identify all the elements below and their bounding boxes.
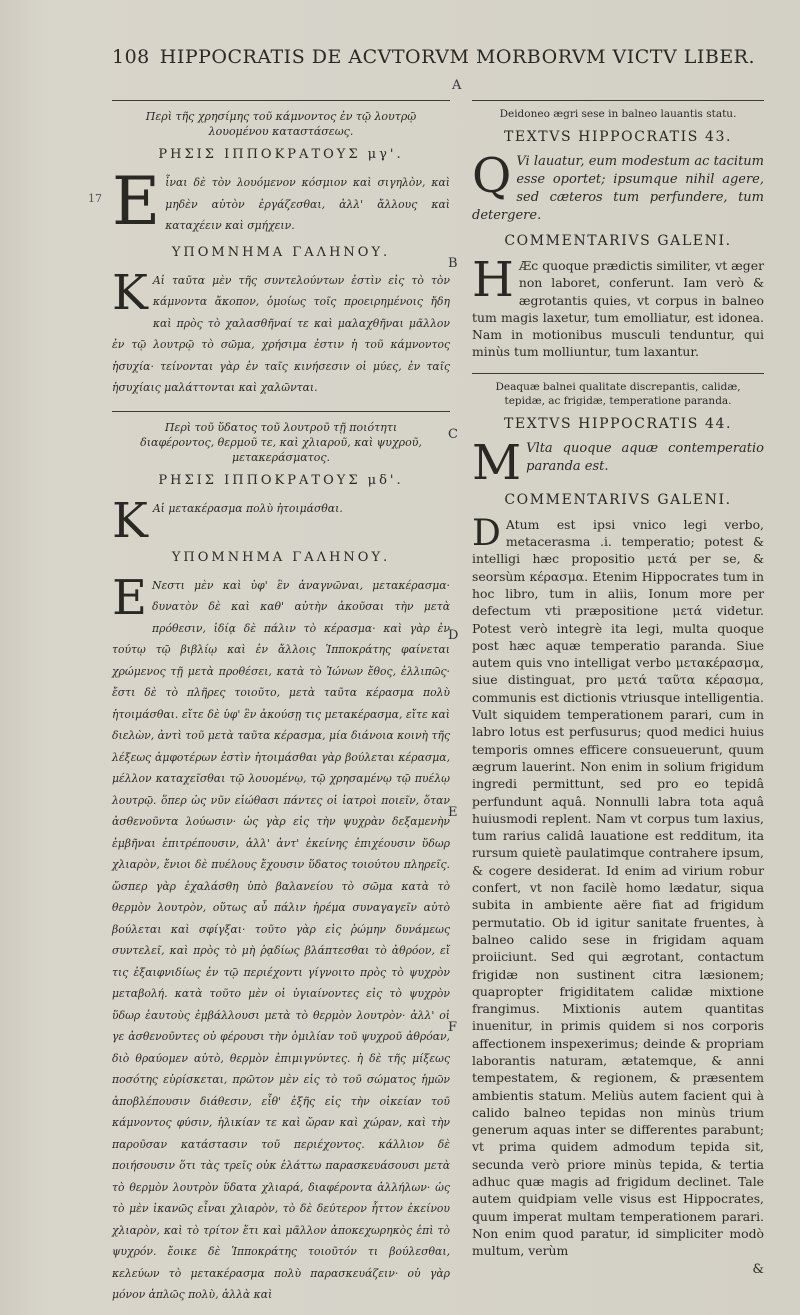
text-body: Νεστι μὲν καὶ ὑφ' ἓν ἀναγνῶναι, μετακέρασμα· δυνατὸν δὲ καὶ καθ' αὐτὴν ἀκοῦσαι τὴν μετὰ πρόθεσιν, ἰδίᾳ δὲ πάλιν τὸ κέρασμα· καὶ γὰρ ἐν τούτῳ τῷ βιβλίῳ καὶ ἐν ἄλλοις Ἱπποκράτης φαίνεται χρώμενος τῇ μετὰ προθέσει, κατὰ τὸ Ἰώνων ἔθος, ἐλλιπῶς· ἔστι δὲ τὸ πλῆρες τοιοῦτο, μετὰ ταῦτα κέρασμα πολὺ ἡτοιμάσθαι. εἴτε δὲ ὑφ' ἓν ἀκούσῃ τις μετακέρασμα, εἴτε καὶ διελὼν, ἀντὶ τοῦ μετὰ ταῦτα κέρασμα, μία διάνοια κοινὴ τῆς λέξεως ἀμφοτέρων ἐστὶν ἡτοιμάσθαι γὰρ βούλεται κέρασμα, μέλλον καταχεῖσθαι τῷ λουομένῳ, τῷ χρησαμένῳ τῷ πυέλῳ λουτρῷ. ὅπερ ὡς νῦν εἰώθασι πάντες οἱ ἰατροὶ ποιεῖν, ὅταν ἀσθενοῦντα λούωσιν· ὡς γὰρ εἰς τὴν ψυχρὰν δεξαμενὴν ἐμβῆναι ἐπιτρέπουσιν, ἀλλ' ἀντ' ἐκείνης ἐπιχέουσιν ὕδωρ χλιαρὸν, ἔνιοι δὲ πυέλους ἔχουσιν ὕδατος τοιούτου πληρεῖς. ὥσπερ γὰρ ἐχαλάσθη ὑπὸ βαλανείου τὸ σῶμα κατὰ τὸ θερμὸν λουτρὸν, οὕτως αὖ πάλιν ἠρέμα συναγαγεῖν αὐτὸ βούλεται καὶ σφίγξαι· τοῦτο γὰρ εἰς ῥώμην δυνάμεως συντελεῖ, καὶ πρὸς τὸ μὴ ῥᾳδίως βλάπτεσθαι τὸ ἀθρόον, εἴ τις ἐξαιφνιδίως ἐν τῷ περιέχοντι γίγνοιτο πρὸς τὸ ψυχρὸν μεταβολή. κατὰ τοῦτο μὲν οἱ ὑγιαίνοντες εἰς τὸ ψυχρὸν ὕδωρ ἑαυτοὺς ἐμβάλλουσι μετὰ τὸ θερμὸν λουτρὸν· ἀλλ' οἱ γε ἀσθενοῦντες οὐ φέρουσι τὴν ὁμιλίαν τοῦ ψυχροῦ ἀθρόαν, διὸ θραύομεν αὐτὸ, θερμὸν ἐπιμιγνύντες. ἡ δὲ τῆς μίξεως ποσότης εὑρίσκεται, πρῶτον μὲν εἰς τὸ τοῦ σώματος ἡμῶν ἀποβλέπουσιν διάθεσιν, εἶθ' ἑξῆς εἰς τὴν οἰκείαν τοῦ κάμνοντος φύσιν, ἡλικίαν τε καὶ ὥραν καὶ χώραν, καὶ τὴν παροῦσαν κατάστασιν τοῦ περιέχοντος. κάλλιον δὲ ποιήσουσιν ὅτι τὰς τρεῖς οὐκ ἐλάττω παρασκευάσουσι μετὰ τὸ θερμὸν λουτρὸν ὕδατα χλιαρά, διαφέροντα ἀλλήλων· ὡς τὸ μὲν ἱκανῶς εἶναι χλιαρὸν, τὸ δὲ δεύτερον ἧττον ἐκείνου χλιαρὸν, καὶ τὸ τρίτον ἔτι καὶ μᾶλλον ἀποκεχωρηκὸς ἐπὶ τὸ ψυχρόν. ἔοικε δὲ Ἱπποκράτης τοιοῦτόν τι βούλεσθαι, κελεύων τὸ μετακέρασμα πολὺ παρασκευάζειν· οὐ γὰρ μόνον ἁπλῶς πολὺ, ἀλλὰ καὶ <box>112 578 450 1301</box>
dropcap: Q <box>472 148 512 204</box>
margin-marker-d: D <box>448 628 459 643</box>
catchword: & <box>752 1261 764 1277</box>
dropcap: M <box>472 434 522 491</box>
hippocrates-text-43-latin <box>472 148 764 225</box>
rule <box>472 373 764 374</box>
summary-44-greek: Περὶ τοῦ ὕδατος τοῦ λουτροῦ τῇ ποιότητι διαφέροντος, θερμοῦ τε, καὶ χλιαροῦ, καὶ ψυχροῦ, μετακεράσματος. <box>140 420 422 464</box>
margin-note: 17 <box>88 192 102 205</box>
page-number: 108 <box>112 46 150 68</box>
dropcap: K <box>112 264 148 321</box>
margin-marker-c: C <box>448 427 458 442</box>
commentarius-heading-44: COMMENTARIVS GALENI. <box>504 491 732 508</box>
rhesis-heading-44: ΡΗΣΙΣ ΙΠΠΟΚΡΑΤΟΥΣ μδ'. <box>158 472 404 488</box>
hippocrates-text-44-greek <box>112 492 450 549</box>
rule <box>112 411 450 412</box>
hypomnema-heading-43: ΥΠΟΜΝΗΜΑ ΓΑΛΗΝΟΥ. <box>171 244 391 260</box>
text-body: Atum est ipsi vnico legi verbo, metacerasma .i. temperatio; potest & intelligi hæc propositio μετά per se, & seorsùm κέρασμα. Etenim Hippocrates tum in hoc libro, tum in aliis, Ionum more per defectum vti præpositione μετά videtur. Potest verò integrè ita legi, multa quoque post hæc aquæ temperatio paranda. Siue autem quis vno intelligat verbo μετακέρασμα, siue distinguat, pro μετά ταῦτα κέρασμα, communis est dictionis vtriusque intelligentia. Vult siquidem temperationem parari, cum in labro lotus est perfusurus; quod medici huius temporis omnes efficere consueuerunt, quum ægrum lauerint. Non enim in solium frigidum ingredi permittunt, sed pro eo tepidâ perfundunt aquâ. Nonnulli labra tota aquâ huiusmodi replent. Nam vt corpus tum laxius, tum rarius calidâ lauatione est redditum, ita rursum quietè paulatimque contrahere ipsum, & cogere desiderat. Id enim ad virium robur confert, vt non facilè homo lædatur, siqua subita in ambiente aëre fiat ad frigidum permutatio. Ob id igitur sanitate fruentes, à balneo calido sese in frigidam aquam proiiciunt. Sed qui ægrotant, contactum frigidæ non sustinent citra læsionem; quapropter frigiditatem calidæ mixtione frangimus. Mixtionis autem quantitas inuenitur, in primis quidem si nos corporis affectionem inspexerimus; deinde & propriam laborantis naturam, ætatemque, & anni tempestatem, & regionem, & præsentem ambientis statum. Meliùs autem facient qui à calido balneo tepidas non minùs trium generum aquas inter se differentes parabunt; vt prima quidem admodum tepida sit, secunda verò priore minùs tepida, & tertia adhuc quæ magis ad frigidum declinet. Tale autem quidpiam velle visus est Hippocrates, quum imperat multam temperationem parari. Non enim quod paratur, id simpliciter modò multum, verùm <box>472 516 764 1259</box>
hippocrates-text-44-latin <box>472 434 764 491</box>
galen-commentary-43-greek <box>112 264 450 399</box>
margin-marker-e: E <box>448 805 458 820</box>
hypomnema-heading-44: ΥΠΟΜΝΗΜΑ ΓΑΛΗΝΟΥ. <box>171 549 391 565</box>
text-body: Æc quoque prædictis similiter, vt æger non laboret, conferunt. Iam verò & ægrotantis quies, vt corpus in balneo tum magis laxetur, tum emolliatur, est idonea. Nam in motionibus musculi tenduntur, qui minùs tum molliuntur, tum laxantur. <box>472 258 764 360</box>
summary-43-latin: Deidoneo ægri sese in balneo lauantis statu. <box>499 108 737 120</box>
galen-commentary-43-latin <box>472 252 764 361</box>
rhesis-heading-43: ΡΗΣΙΣ ΙΠΠΟΚΡΑΤΟΥΣ μγ'. <box>158 147 404 162</box>
text-body: Αἰ μετακέρασμα πολὺ ἡτοιμάσθαι. <box>152 501 343 515</box>
commentarius-heading-43: COMMENTARIVS GALENI. <box>504 233 732 249</box>
galen-commentary-44-latin <box>472 512 764 1260</box>
dropcap: E <box>112 569 148 626</box>
textus-heading-43: TEXTVS HIPPOCRATIS 43. <box>503 129 733 145</box>
running-title: HIPPOCRATIS DE ACVTORVM MORBORVM VICTV LIBER. <box>159 46 756 68</box>
margin-marker-f: F <box>448 1020 458 1035</box>
margin-marker-a: A <box>452 78 462 93</box>
greek-column <box>112 96 450 1306</box>
dropcap: D <box>472 512 501 554</box>
textus-heading-44: TEXTVS HIPPOCRATIS 44. <box>503 415 733 432</box>
margin-marker-b: B <box>448 256 458 271</box>
hippocrates-text-43-greek <box>112 163 450 240</box>
rule <box>112 100 450 101</box>
dropcap: H <box>472 252 514 308</box>
summary-43-greek: Περὶ τῆς χρησίμης τοῦ κάμνοντος ἐν τῷ λουτρῷ λουομένου καταστάσεως. <box>145 110 417 138</box>
dropcap: K <box>112 492 148 549</box>
text-body: Αἰ ταῦτα μὲν τῆς συντελούντων ἐστὶν εἰς τὸ τὸν κάμνοντα ἄκοπον, ὁμοίως τοῖς προειρημένοις ἤδη καὶ πρὸς τὸ χαλασθῆναί τε καὶ μαλαχθῆναι μᾶλλον ἐν τῷ λουτρῷ τὸ σῶμα, χρήσιμα ἐστιν ἡ τοῦ κάμνοντος ἡσυχία· τείνονται γὰρ ἐν ταῖς κινήσεσιν οἱ μύες, ἐν ταῖς ἡσυχίαις μαλάττονται καὶ χαλῶνται. <box>112 273 450 394</box>
running-head <box>112 46 756 68</box>
latin-column <box>472 96 764 1277</box>
summary-44-latin: Deaquæ balnei qualitate discrepantis, calidæ, tepidæ, ac frigidæ, temperatione paranda. <box>495 380 741 407</box>
text-body: Vi lauatur, eum modestum ac tacitum esse oportet; ipsumque nihil agere, sed cæteros tum perfundere, tum detergere. <box>472 154 764 223</box>
text-body: ἶναι δὲ τὸν λουόμενον κόσμιον καὶ σιγηλὸν, καὶ μηδὲν αὐτὸν ἐργάζεσθαι, ἀλλ' ἄλλους καὶ καταχέειν καὶ σμήχειν. <box>165 176 450 232</box>
galen-commentary-44-greek <box>112 569 450 1306</box>
rule <box>472 100 764 101</box>
text-body: Vlta quoque aquæ contemperatio paranda est. <box>526 440 764 474</box>
dropcap: E <box>112 163 161 240</box>
